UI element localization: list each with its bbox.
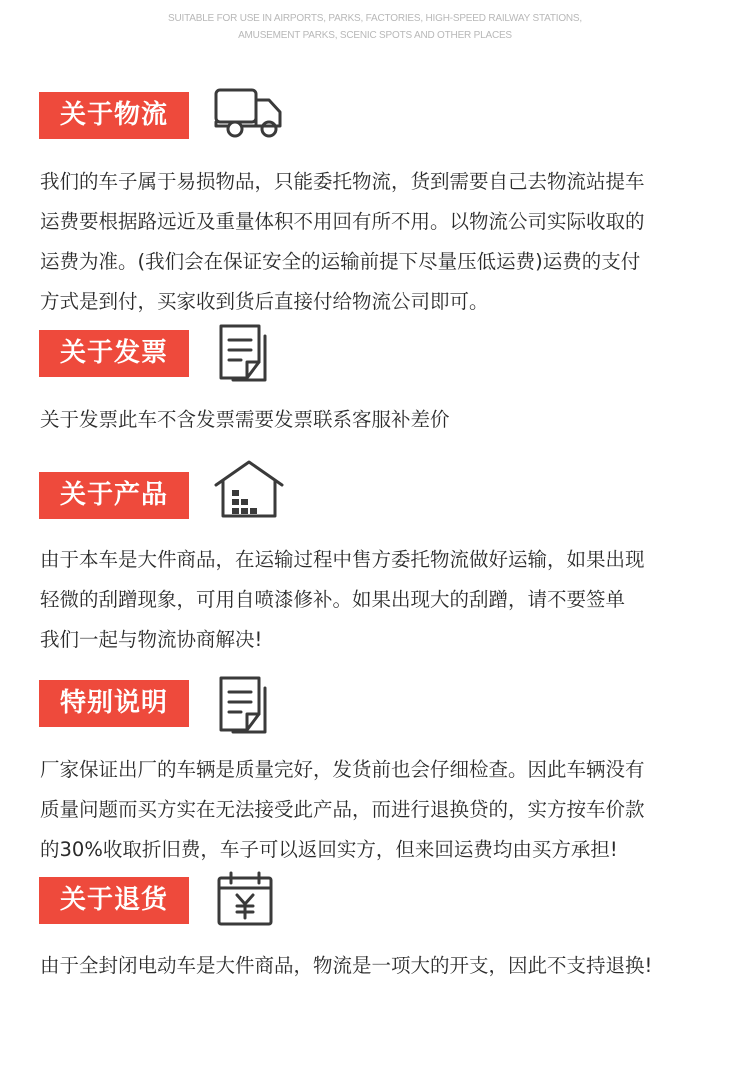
body-line: 方式是到付，买家收到货后直接付给物流公司即可。: [40, 290, 489, 313]
section-tag-special: 特别说明: [39, 680, 189, 727]
calendar-yen-icon: [213, 870, 285, 932]
section-body-invoice: [40, 400, 715, 440]
section-tag-invoice: 关于发票: [39, 330, 189, 377]
body-line: 运费要根据路远近及重量体积不用回有所不用。以物流公司实际收取的: [40, 210, 645, 233]
house-icon: [213, 458, 285, 520]
caption-line-1: SUITABLE FOR USE IN AIRPORTS, PARKS, FACTORIES, HIGH-SPEED RAILWAY STATIONS,: [168, 13, 582, 24]
section-tag-returns: 关于退货: [39, 877, 189, 924]
section-body-returns: [40, 946, 715, 986]
section-tag-product: 关于产品: [39, 472, 189, 519]
section-body-product: [40, 540, 715, 660]
body-line: 我们的车子属于易损物品，只能委托物流，货到需要自己去物流站提车: [40, 170, 645, 193]
body-line: 由于本车是大件商品，在运输过程中售方委托物流做好运输，如果出现: [40, 548, 645, 571]
section-body-logistics: [40, 162, 715, 322]
body-line: 质量问题而买方实在无法接受此产品，而进行退换贷的，实方按车价款: [40, 798, 645, 821]
body-line: 轻微的刮蹭现象，可用自喷漆修补。如果出现大的刮蹭，请不要签单: [40, 588, 626, 611]
body-line: 运费为准。(我们会在保证安全的运输前提下尽量压低运费)运费的支付: [40, 250, 641, 273]
body-line: 由于全封闭电动车是大件商品，物流是一项大的开支，因此不支持退换!: [40, 954, 653, 977]
body-line: 我们一起与物流协商解决!: [40, 628, 263, 651]
top-caption: [0, 10, 750, 44]
document-icon: [213, 322, 285, 384]
document-icon: [213, 674, 285, 736]
caption-line-2: AMUSEMENT PARKS, SCENIC SPOTS AND OTHER PLACES: [238, 30, 512, 41]
truck-icon: [213, 84, 285, 146]
section-body-special: [40, 750, 715, 870]
body-line: 的30%收取折旧费，车子可以返回实方，但来回运费均由买方承担!: [40, 838, 618, 861]
body-line: 厂家保证出厂的车辆是质量完好，发货前也会仔细检查。因此车辆没有: [40, 758, 645, 781]
section-tag-logistics: 关于物流: [39, 92, 189, 139]
body-line: 关于发票此车不含发票需要发票联系客服补差价: [40, 408, 450, 431]
